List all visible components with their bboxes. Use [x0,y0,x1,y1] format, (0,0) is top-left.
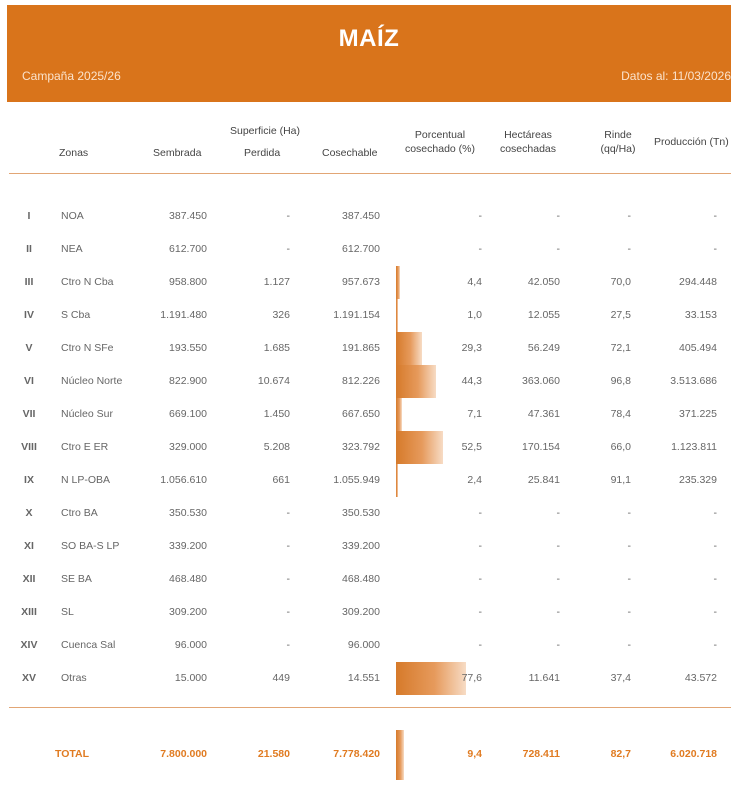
yield-value: 70,0 [610,276,631,288]
table-row [0,471,736,491]
table-row [0,603,736,623]
sown-value: 669.100 [169,408,207,420]
zone-name: S Cba [61,309,91,321]
zone-name: SL [61,606,74,618]
sown-value: 822.900 [169,375,207,387]
lost-value: 661 [272,474,290,486]
harvested-ha-value: - [556,573,560,585]
pct-bar [396,431,443,464]
zone-number: XV [21,672,36,684]
lost-value: 1.685 [263,342,290,354]
lost-value: 326 [272,309,290,321]
table-row [0,372,736,392]
table-row [0,669,736,689]
sown-value: 193.550 [169,342,207,354]
harvestable-value: 323.792 [342,441,380,453]
table-row [0,306,736,326]
yield-value: - [627,243,631,255]
total-production: 6.020.718 [670,748,717,760]
zone-number: V [25,342,33,354]
harvestable-value: 191.865 [342,342,380,354]
harvested-ha-value: - [556,210,560,222]
production-value: 1.123.811 [671,441,717,453]
total-pct-bar [396,730,404,780]
yield-value: 78,4 [610,408,631,420]
col-header-production: Producción (Tn) [654,136,729,148]
production-value: - [713,639,717,651]
table-row [0,570,736,590]
harvestable-value: 1.191.154 [333,309,380,321]
zone-name: NOA [61,210,84,222]
table-row [0,405,736,425]
production-value: - [713,606,717,618]
harvestable-value: 1.055.949 [333,474,380,486]
yield-value: - [627,573,631,585]
col-header-harvestable: Cosechable [322,147,378,159]
sown-value: 339.200 [169,540,207,552]
zone-number: XIII [21,606,37,618]
pct-value: 44,3 [461,375,482,387]
zone-name: SO BA-S LP [61,540,120,552]
yield-value: 66,0 [610,441,631,453]
zone-name: Cuenca Sal [61,639,116,651]
pct-value: - [478,243,482,255]
production-value: 43.572 [684,672,717,684]
zone-name: Ctro N Cba [61,276,114,288]
total-yield: 82,7 [610,748,631,760]
yield-value: - [627,606,631,618]
pct-value: 7,1 [467,408,482,420]
pct-bar [396,398,402,431]
zone-number: XII [22,573,36,585]
production-value: - [713,507,717,519]
campaign-label: Campaña 2025/26 [22,69,121,83]
pct-bar [396,332,422,365]
zone-number: III [24,276,34,288]
total-harvestable: 7.778.420 [333,748,380,760]
total-row [0,745,736,765]
harvestable-value: 667.650 [342,408,380,420]
col-header-sown: Sembrada [153,147,202,159]
production-value: - [713,540,717,552]
lost-value: 1.450 [263,408,290,420]
production-value: - [713,210,717,222]
table-row [0,636,736,656]
harvested-ha-value: 11.641 [528,672,560,684]
production-value: - [713,573,717,585]
lost-value: - [286,639,290,651]
col-header-harvested-ha: Hectáreas cosechadas [499,129,557,155]
total-sown: 7.800.000 [160,748,207,760]
sown-value: 96.000 [174,639,207,651]
pct-value: 1,0 [467,309,482,321]
sown-value: 387.450 [169,210,207,222]
sown-value: 309.200 [169,606,207,618]
pct-value: 4,4 [467,276,482,288]
zone-name: Ctro BA [61,507,98,519]
pct-value: - [478,507,482,519]
harvested-ha-value: 42.050 [527,276,560,288]
data-date-label: Datos al: 11/03/2026 [621,69,731,83]
pct-bar [396,662,466,695]
production-value: 33.153 [684,309,717,321]
harvested-ha-value: 363.060 [522,375,560,387]
page-title: MAÍZ [338,25,400,52]
production-value: 235.329 [679,474,717,486]
lost-value: 1.127 [263,276,290,288]
col-header-pct: Porcentual cosechado (%) [404,129,476,155]
pct-bar [396,464,398,497]
harvested-ha-value: - [556,639,560,651]
sown-value: 329.000 [169,441,207,453]
zone-name: Ctro N SFe [61,342,114,354]
sown-value: 350.530 [169,507,207,519]
harvested-ha-value: 47.361 [527,408,560,420]
zone-name: Ctro E ER [61,441,109,453]
harvested-ha-value: 25.841 [527,474,560,486]
zone-name: Otras [61,672,87,684]
harvestable-value: 957.673 [342,276,380,288]
table-row [0,207,736,227]
pct-value: 52,5 [461,441,482,453]
sown-value: 15.000 [174,672,207,684]
sown-value: 958.800 [169,276,207,288]
harvestable-value: 612.700 [342,243,380,255]
zone-name: Núcleo Sur [61,408,113,420]
pct-value: - [478,540,482,552]
yield-value: 37,4 [610,672,631,684]
col-header-lost: Perdida [244,147,281,159]
yield-value: 96,8 [610,375,631,387]
table-row [0,537,736,557]
title-banner [7,5,731,102]
harvestable-value: 387.450 [342,210,380,222]
production-value: - [713,243,717,255]
sown-value: 468.480 [169,573,207,585]
yield-value: 72,1 [610,342,631,354]
pct-value: 29,3 [461,342,482,354]
yield-value: - [627,540,631,552]
zone-name: N LP-OBA [61,474,111,486]
harvestable-value: 339.200 [342,540,380,552]
sown-value: 1.191.480 [160,309,207,321]
harvestable-value: 468.480 [342,573,380,585]
pct-value: - [478,639,482,651]
zone-number: VI [24,375,34,387]
pct-value: - [478,606,482,618]
zone-number: IV [24,309,34,321]
zone-number: X [25,507,33,519]
harvestable-value: 350.530 [342,507,380,519]
harvested-ha-value: - [556,243,560,255]
total-pct: 9,4 [467,748,482,760]
production-value: 3.513.686 [670,375,717,387]
harvested-ha-value: 56.249 [527,342,560,354]
zone-name: NEA [61,243,83,255]
total-label: TOTAL [55,748,90,760]
lost-value: - [286,507,290,519]
harvested-ha-value: - [556,540,560,552]
total-harvested-ha: 728.411 [522,748,560,760]
zone-number: VII [22,408,36,420]
zone-number: XIV [20,639,38,651]
pct-value: 77,6 [461,672,482,684]
pct-bar [396,365,436,398]
harvestable-value: 812.226 [342,375,380,387]
pct-value: 2,4 [467,474,482,486]
pct-value: - [478,210,482,222]
lost-value: - [286,540,290,552]
yield-value: 27,5 [610,309,631,321]
zone-number: IX [24,474,34,486]
header-divider [9,173,731,174]
lost-value: - [286,606,290,618]
zone-name: Núcleo Norte [61,375,123,387]
sown-value: 1.056.610 [160,474,207,486]
harvested-ha-value: 170.154 [522,441,560,453]
total-lost: 21.580 [257,748,290,760]
yield-value: - [627,507,631,519]
total-divider [9,707,731,708]
lost-value: 10.674 [257,375,290,387]
col-header-zones: Zonas [59,147,89,159]
table-row [0,240,736,260]
col-header-yield: Rinde (qq/Ha) [600,129,636,155]
harvestable-value: 96.000 [347,639,380,651]
lost-value: - [286,573,290,585]
production-value: 371.225 [679,408,717,420]
zone-number: VIII [21,441,37,453]
table-row [0,273,736,293]
zone-number: I [27,210,31,222]
pct-bar [396,266,400,299]
table-row [0,504,736,524]
harvested-ha-value: - [556,606,560,618]
zone-number: II [26,243,32,255]
yield-value: - [627,210,631,222]
yield-value: - [627,639,631,651]
table-row [0,339,736,359]
harvestable-value: 14.551 [347,672,380,684]
pct-value: - [478,573,482,585]
zone-number: XI [24,540,34,552]
lost-value: 449 [272,672,290,684]
sown-value: 612.700 [169,243,207,255]
harvestable-value: 309.200 [342,606,380,618]
lost-value: - [286,210,290,222]
production-value: 294.448 [679,276,717,288]
col-header-surface-group: Superficie (Ha) [229,125,301,137]
production-value: 405.494 [679,342,717,354]
yield-value: 91,1 [610,474,631,486]
lost-value: - [286,243,290,255]
table-row [0,438,736,458]
harvested-ha-value: - [556,507,560,519]
harvested-ha-value: 12.055 [527,309,560,321]
lost-value: 5.208 [263,441,290,453]
pct-bar [396,299,398,332]
zone-name: SE BA [61,573,92,585]
